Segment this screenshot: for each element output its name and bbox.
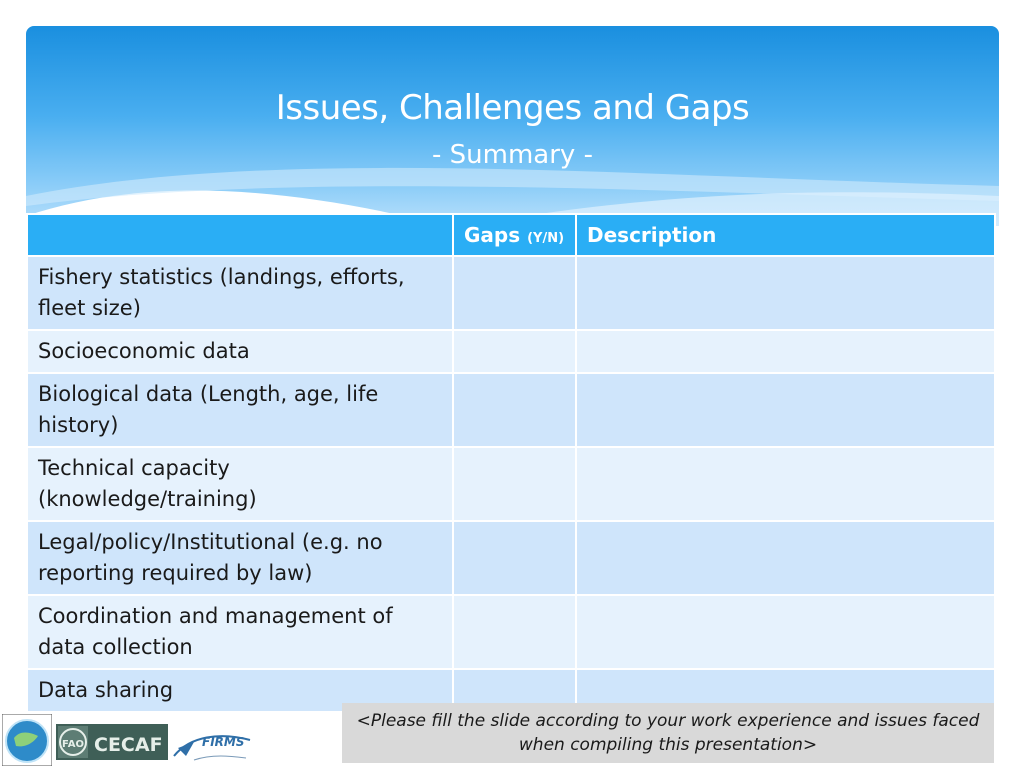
- header-description: Description: [576, 214, 995, 256]
- row-item: Fishery statistics (landings, efforts, fleet size): [27, 256, 453, 330]
- row-item: Data sharing: [27, 669, 453, 712]
- table-row: [27, 373, 995, 447]
- row-gaps[interactable]: [453, 447, 576, 521]
- row-item: Coordination and management of data collection: [27, 595, 453, 669]
- row-description[interactable]: [576, 447, 995, 521]
- firms-logo: [172, 726, 252, 766]
- row-item: Socioeconomic data: [27, 330, 453, 373]
- row-description[interactable]: [576, 521, 995, 595]
- slide-title: Issues, Challenges and Gaps: [275, 88, 750, 128]
- row-description[interactable]: [576, 595, 995, 669]
- header-item: [27, 214, 453, 256]
- row-description[interactable]: [576, 256, 995, 330]
- table-row: [27, 256, 995, 330]
- cecaf-logo-text: CECAF: [94, 734, 163, 756]
- row-gaps[interactable]: [453, 521, 576, 595]
- row-item: Legal/policy/Institutional (e.g. no reporting required by law): [27, 521, 453, 595]
- header-gaps-sublabel: (Y/N): [527, 231, 565, 246]
- cecaf-logo: [56, 724, 168, 760]
- row-item: Technical capacity (knowledge/training): [27, 447, 453, 521]
- table-row: [27, 330, 995, 373]
- header-gaps: [453, 214, 576, 256]
- footer-logos: [0, 712, 260, 768]
- gaps-table: [26, 213, 996, 713]
- header-gaps-label: Gaps: [464, 223, 521, 247]
- table-row: [27, 595, 995, 669]
- fao-logo-text: FAO: [62, 739, 84, 750]
- row-description[interactable]: [576, 330, 995, 373]
- slide-header-banner: [26, 26, 999, 226]
- table-header-row: [27, 214, 995, 256]
- row-gaps[interactable]: [453, 595, 576, 669]
- row-description[interactable]: [576, 373, 995, 447]
- row-gaps[interactable]: [453, 256, 576, 330]
- table-row: [27, 521, 995, 595]
- row-gaps[interactable]: [453, 373, 576, 447]
- fisheries-committee-logo: [2, 714, 52, 766]
- table-row: [27, 447, 995, 521]
- row-item: Biological data (Length, age, life history): [27, 373, 453, 447]
- firms-logo-text: FIRMS: [202, 735, 245, 749]
- slide-subtitle: - Summary -: [432, 140, 593, 170]
- instruction-note: <Please fill the slide according to your work experience and issues faced when compiling this presentation>: [342, 703, 994, 763]
- row-gaps[interactable]: [453, 330, 576, 373]
